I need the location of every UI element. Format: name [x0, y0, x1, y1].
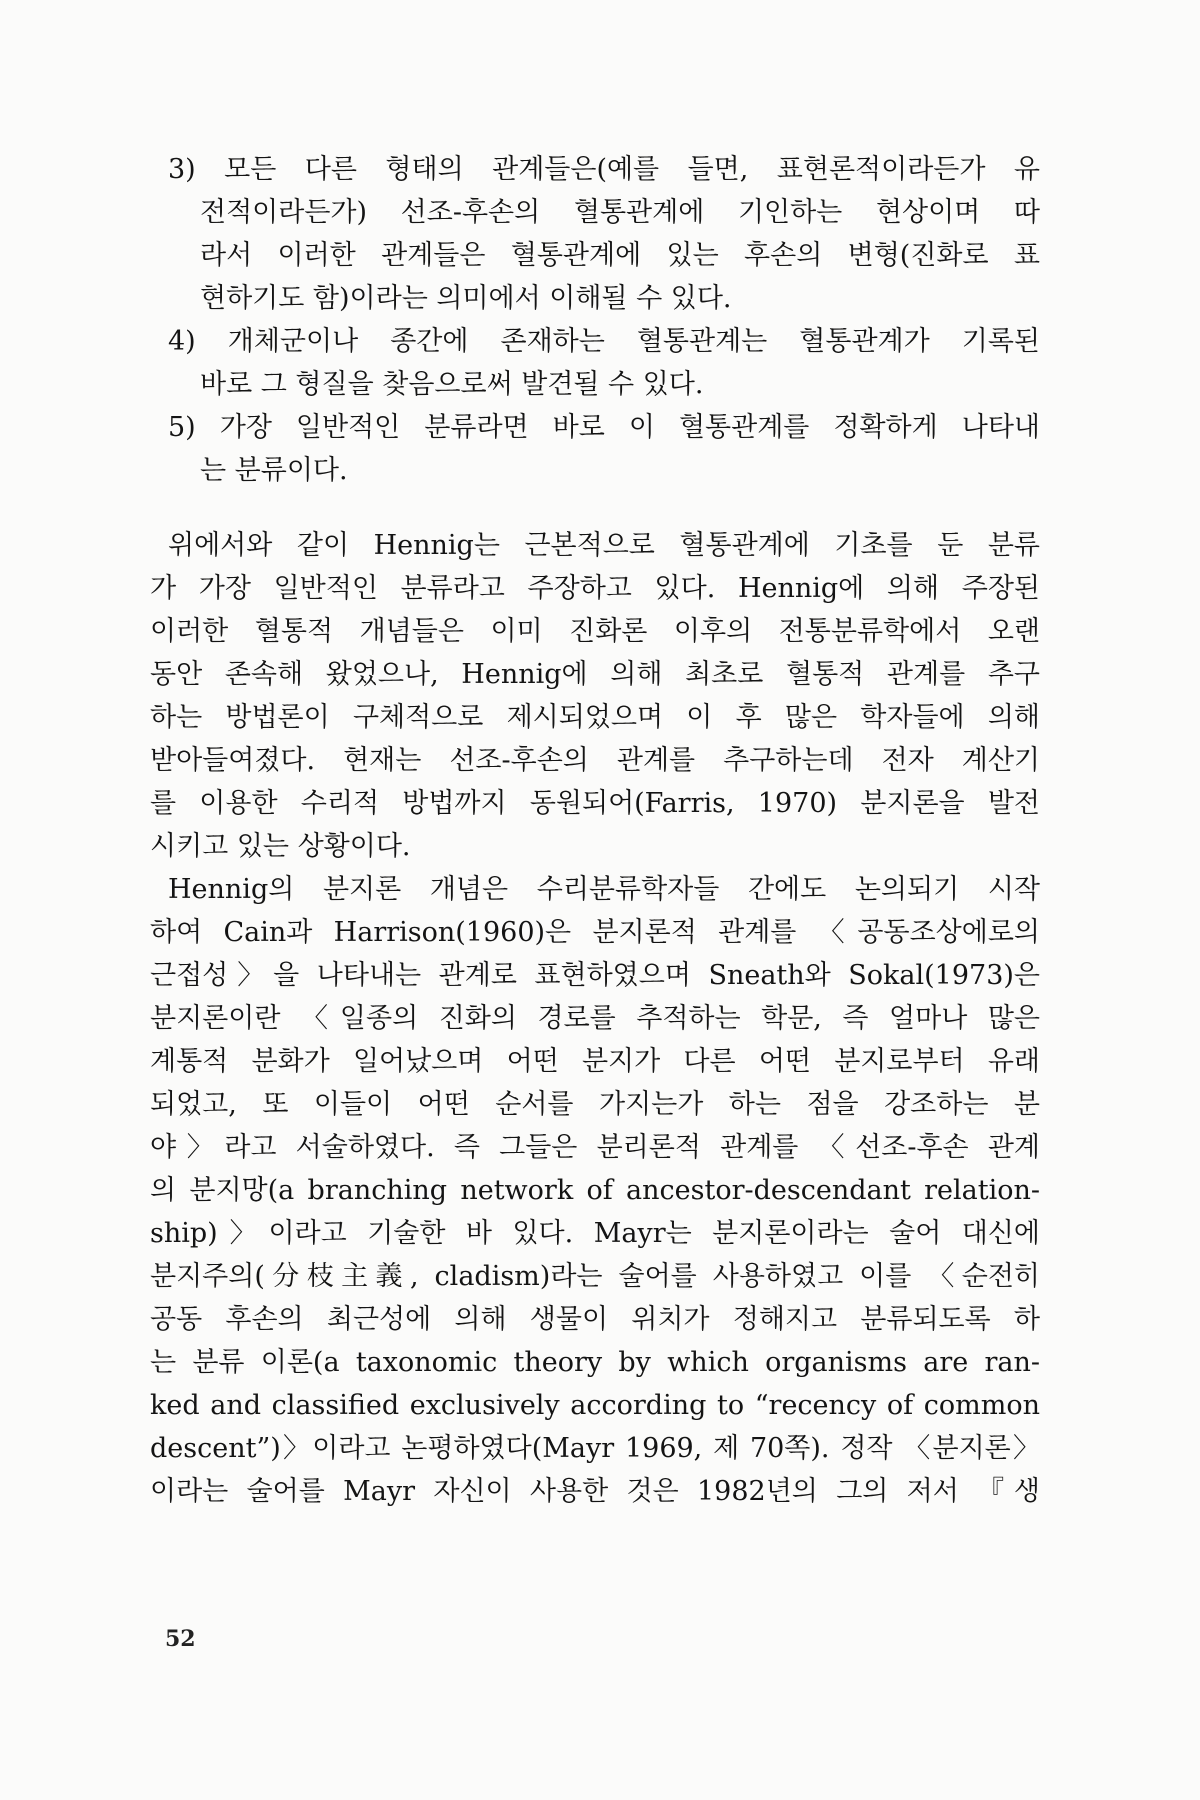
paragraph-1-line-2: 가 가장 일반적인 분류라고 주장하고 있다. Hennig에 의해 주장된: [150, 573, 1040, 604]
list-item-3-line-1: 3) 모든 다른 형태의 관계들은(예를 들면, 표현론적이라든가 유: [168, 154, 1040, 185]
list-item-5-line-1: 5) 가장 일반적인 분류라면 바로 이 혈통관계를 정확하게 나타내: [168, 412, 1040, 443]
paragraph-1-line-8: 시키고 있는 상황이다.: [150, 831, 411, 862]
page-number: 52: [165, 1626, 196, 1652]
list-item-4-line-1: 4) 개체군이나 종간에 존재하는 혈통관계는 혈통관계가 기록된: [168, 326, 1040, 357]
list-item-3-line-4: 현하기도 함)이라는 의미에서 이해될 수 있다.: [200, 283, 732, 314]
paragraph-2-line-12: 는 분류 이론(a taxonomic theory by which organisms are ran-: [150, 1347, 1040, 1378]
paragraph-2-line-5: 계통적 분화가 일어났으며 어떤 분지가 다른 어떤 분지로부터 유래: [150, 1046, 1040, 1077]
paragraph-2-line-7: 야〉라고 서술하였다. 즉 그들은 분리론적 관계를 〈선조-후손 관계: [150, 1132, 1040, 1163]
paragraph-1-line-5: 하는 방법론이 구체적으로 제시되었으며 이 후 많은 학자들에 의해: [150, 702, 1040, 733]
list-item-4-line-2: 바로 그 형질을 찾음으로써 발견될 수 있다.: [200, 369, 704, 400]
paragraph-2-line-10: 분지주의(分枝主義, cladism)라는 술어를 사용하였고 이를 〈순전히: [150, 1261, 1040, 1292]
paragraph-2-line-6: 되었고, 또 이들이 어떤 순서를 가지는가 하는 점을 강조하는 분: [150, 1089, 1040, 1120]
paragraph-2-line-2: 하여 Cain과 Harrison(1960)은 분지론적 관계를 〈공동조상에로의: [150, 917, 1040, 948]
list-item-3-line-3: 라서 이러한 관계들은 혈통관계에 있는 후손의 변형(진화로 표: [200, 240, 1040, 271]
paragraph-1-line-7: 를 이용한 수리적 방법까지 동원되어(Farris, 1970) 분지론을 발전: [150, 788, 1040, 819]
paragraph-2-line-4: 분지론이란 〈일종의 진화의 경로를 추적하는 학문, 즉 얼마나 많은: [150, 1003, 1040, 1034]
paragraph-2-line-9: ship)〉이라고 기술한 바 있다. Mayr는 분지론이라는 술어 대신에: [150, 1218, 1040, 1249]
paragraph-2-line-13: ked and classified exclusively according to “recency of common: [150, 1390, 1040, 1421]
list-item-5-line-2: 는 분류이다.: [200, 455, 348, 486]
paragraph-2-line-14: descent”)〉이라고 논평하였다(Mayr 1969, 제 70쪽). 정작 〈분지론〉: [150, 1433, 1040, 1464]
paragraph-1-line-3: 이러한 혈통적 개념들은 이미 진화론 이후의 전통분류학에서 오랜: [150, 616, 1040, 647]
paragraph-1-line-4: 동안 존속해 왔었으나, Hennig에 의해 최초로 혈통적 관계를 추구: [150, 659, 1040, 690]
paragraph-2-line-1: Hennig의 분지론 개념은 수리분류학자들 간에도 논의되기 시작: [168, 874, 1040, 905]
paragraph-1-line-1: 위에서와 같이 Hennig는 근본적으로 혈통관계에 기초를 둔 분류: [168, 530, 1040, 561]
paragraph-1-line-6: 받아들여졌다. 현재는 선조-후손의 관계를 추구하는데 전자 계산기: [150, 745, 1040, 776]
paragraph-2-line-15: 이라는 술어를 Mayr 자신이 사용한 것은 1982년의 그의 저서 『생: [150, 1476, 1040, 1507]
paragraph-2-line-3: 근접성〉을 나타내는 관계로 표현하였으며 Sneath와 Sokal(1973)은: [150, 960, 1040, 991]
paragraph-2-line-8: 의 분지망(a branching network of ancestor-descendant relation-: [150, 1175, 1040, 1206]
list-item-3-line-2: 전적이라든가) 선조-후손의 혈통관계에 기인하는 현상이며 따: [200, 197, 1040, 228]
paragraph-2-line-11: 공동 후손의 최근성에 의해 생물이 위치가 정해지고 분류되도록 하: [150, 1304, 1040, 1335]
